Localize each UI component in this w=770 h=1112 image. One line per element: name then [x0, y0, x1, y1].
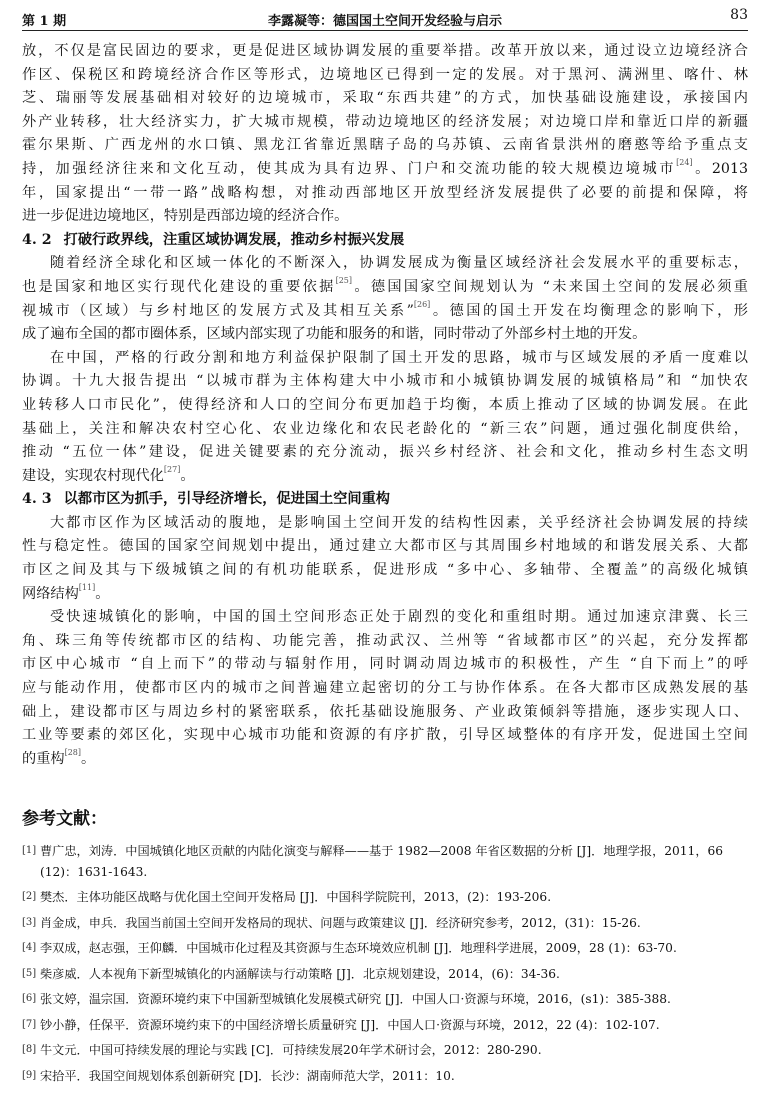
reference-item — [22, 841, 748, 882]
reference-item — [22, 1015, 748, 1036]
citation[interactable]: [27] — [163, 464, 181, 474]
citation[interactable]: [25] — [335, 275, 352, 285]
body-line: 随着经济全球化和区域一体化的不断深入，协调发展成为衡量区域经济社会发展水平的重要标志， — [50, 255, 748, 272]
body-line: 性与稳定性。德国的国家空间规划中提出，通过建立大都市区与其周围乡村地域的和谐发展关系、大都 — [22, 538, 748, 555]
reference-number: [6] — [22, 993, 37, 1004]
section-heading-4-2 — [22, 229, 748, 253]
body-line: 市区中心城市 “自上而下”的带动与辐射作用，同时调动周边城市的积极性，产生 “自下而上”的呼 — [22, 656, 748, 673]
reference-number: [1] — [22, 845, 37, 856]
reference-item — [22, 938, 748, 959]
running-title: 李露凝等：德国国土空间开发经验与启示 — [267, 14, 502, 29]
reference-text: 钞小静，任保平．资源环境约束下的中国经济增长质量研究 [J]．中国人口·资源与环境，2012，22 (4)：102-107. — [40, 1017, 660, 1032]
body-line — [22, 583, 748, 607]
reference-text: 牛文元．中国可持续发展的理论与实践 [C]．可持续发展20年学术研讨会，2012：280-290. — [40, 1043, 542, 1057]
body-line: 芝、瑞丽等发展基础相对较好的边境城市，采取“东西共建”的方式，加快基础设施建设，承接国内 — [22, 90, 748, 107]
reference-text: 李双成，赵志强，王仰麟．中国城市化过程及其资源与生态环境效应机制 [J]．地理科学进展，2009，28 (1)：63-70. — [40, 941, 677, 955]
page-number: 83 — [730, 7, 748, 23]
reference-text: 曹广忠，刘涛．中国城镇化地区贡献的内陆化演变与解释——基于 1982—2008 年省区数据的分析 [J]．地理学报，2011，66 (12)：1631-1643. — [40, 844, 724, 879]
section-number: 4. 3 — [22, 491, 52, 508]
reference-number: [7] — [22, 1018, 37, 1030]
text: 的重构 — [22, 750, 65, 767]
body-line: 础上，建设都市区与周边乡村的紧密联系，依托基础设施服务、产业政策倾斜等措施，逐步实现人口、 — [22, 703, 748, 720]
section-heading-4-3 — [22, 488, 748, 512]
reference-number: [5] — [22, 967, 37, 979]
body-line: 协调。十九大报告提出 “以城市群为主体构建大中小城市和小城镇协调发展的城镇格局”和 “加快农 — [22, 373, 748, 390]
body-line: 受快速城镇化的影响，中国的国土空间形态正处于剧烈的变化和重组时期。通过加速京津冀、长三 — [50, 609, 748, 626]
body-line: 工业等要素的郊区化，实现中心城市功能和资源的有序扩散，引导区域整体的有序开发，促进国土空间 — [22, 727, 748, 744]
text: 也是国家和地区实行现代化建设的重要依据 — [22, 278, 336, 295]
issue-label: 第 1 期 — [22, 14, 67, 29]
reference-text: 张文婷，温宗国．资源环境约束下中国新型城镇化发展模式研究 [J]．中国人口·资源与环境，2016，(s1)：385-388. — [40, 992, 671, 1006]
text: 。 — [180, 467, 195, 484]
reference-item — [22, 913, 748, 934]
body-line: 作区、保税区和跨境经济合作区等形式，边境地区已得到一定的发展。对于黑河、满洲里、喀什、林 — [22, 66, 748, 83]
citation[interactable]: [28] — [64, 747, 81, 757]
body-line: 成了遍布全国的都市圈体系，区域内部实现了功能和服务的和谐，同时带动了外部乡村土地的开发。 — [22, 326, 647, 343]
body-line: 推动 “五位一体”建设，促进关键要素的充分流动，振兴乡村经济、社会和文化，推动乡村生态文明 — [22, 444, 748, 461]
text: 。 — [81, 750, 96, 767]
text: 。2013 — [692, 160, 748, 177]
body-line: 角、珠三角等传统都市区的结构、功能完善，推动武汉、兰州等 “省域都市区”的兴起，充分发挥都 — [22, 632, 748, 649]
body-line — [22, 276, 748, 300]
citation[interactable]: [11] — [78, 582, 96, 592]
reference-item — [22, 1066, 748, 1087]
body-line: 基础上，关注和解决农村空心化、农业边缘化和农民老龄化的 “新三农”问题，通过强化制度供给， — [22, 420, 748, 437]
body-line: 应与能动作用，使都市区内的城市之间普遍建立起密切的分工与协作体系。在各大都市区成熟发展的基 — [22, 680, 748, 697]
section-title: 以都市区为抓手，引导经济增长，促进国土空间重构 — [63, 491, 390, 508]
reference-number: [3] — [22, 916, 37, 928]
article-body — [22, 40, 748, 771]
body-line: 放，不仅是富民固边的要求，更是促进区域协调发展的重要举措。改革开放以来，通过设立边境经济合 — [22, 43, 748, 59]
reference-text: 柴彦威．人本视角下新型城镇化的内涵解读与行动策略 [J]．北京规划建设，2014，(6)：34-36. — [40, 966, 560, 981]
text: 视城市（区域）与乡村地区的发展方式及其相互关系” — [22, 302, 414, 319]
reference-text: 宋拾平．我国空间规划体系创新研究 [D]．长沙：湖南师范大学，2011：10. — [40, 1068, 455, 1083]
reference-text: 樊杰．主体功能区战略与优化国土空间开发格局 [J]．中国科学院院刊，2013，(2)：193-206. — [40, 890, 552, 904]
text: 持，加强经济往来和文化互动，使其成为具有边界、门户和交流功能的较大规模边境城市 — [22, 160, 677, 177]
citation[interactable]: [24] — [676, 157, 693, 167]
body-line: 霍尔果斯、广西龙州的水口镇、黑龙江省靠近黑瞎子岛的乌苏镇、云南省景洪州的磨憨等给予重点支 — [22, 137, 748, 154]
body-line: 大都市区作为区域活动的腹地，是影响国土空间开发的结构性因素，关乎经济社会协调发展的持续 — [50, 514, 748, 531]
section-title: 打破行政界线，注重区域协调发展，推动乡村振兴发展 — [63, 231, 405, 248]
reference-number: [8] — [22, 1044, 37, 1055]
reference-number: [2] — [22, 891, 37, 902]
body-line: 年，国家提出“一带一路”战略构想，对推动西部地区开放型经济发展提供了必要的前提和保障，将 — [22, 184, 748, 201]
citation[interactable]: [26] — [413, 299, 431, 309]
reference-item — [22, 989, 748, 1010]
body-line — [22, 300, 748, 324]
text: 建设，实现农村现代化 — [22, 467, 164, 484]
body-line: 在中国，严格的行政分割和地方利益保护限制了国土开发的思路，城市与区域发展的矛盾一度难以 — [50, 349, 748, 366]
reference-number: [4] — [22, 942, 37, 953]
reference-number: [9] — [22, 1069, 37, 1081]
section-number: 4. 2 — [22, 231, 52, 248]
text: 。德国国家空间规划认为 “未来国土空间的发展必须重 — [352, 278, 748, 295]
body-line: 业转移人口市民化”，使得经济和人口的空间分布更加趋于均衡，本质上推动了区域的协调发展。在此 — [22, 396, 748, 413]
body-line: 外产业转移，壮大经济实力，扩大城市规模，带动边境地区的经济发展；对边境口岸和靠近口岸的新疆 — [22, 113, 748, 130]
references-heading: 参考文献： — [22, 809, 107, 829]
body-line: 进一步促进边境地区，特别是西部边境的经济合作。 — [22, 208, 349, 225]
reference-item — [22, 1040, 748, 1061]
reference-list — [22, 841, 748, 1091]
running-header — [22, 6, 748, 31]
body-line: 市区之间及其与下级城镇之间的有机功能联系，促进形成 “多中心、多轴带、全覆盖”的高级化城镇 — [22, 562, 748, 579]
body-line — [22, 465, 748, 489]
text: 网络结构 — [22, 585, 79, 602]
reference-item — [22, 887, 748, 908]
text: 。德国的国土开发在均衡理念的影响下，形 — [430, 302, 748, 319]
reference-text: 肖金成，申兵．我国当前国土空间开发格局的现状、问题与政策建议 [J]．经济研究参考，2012，(31)：15-26. — [40, 915, 641, 930]
text: 。 — [95, 585, 110, 602]
body-line — [22, 158, 748, 182]
body-line — [22, 748, 748, 772]
reference-item — [22, 964, 748, 985]
